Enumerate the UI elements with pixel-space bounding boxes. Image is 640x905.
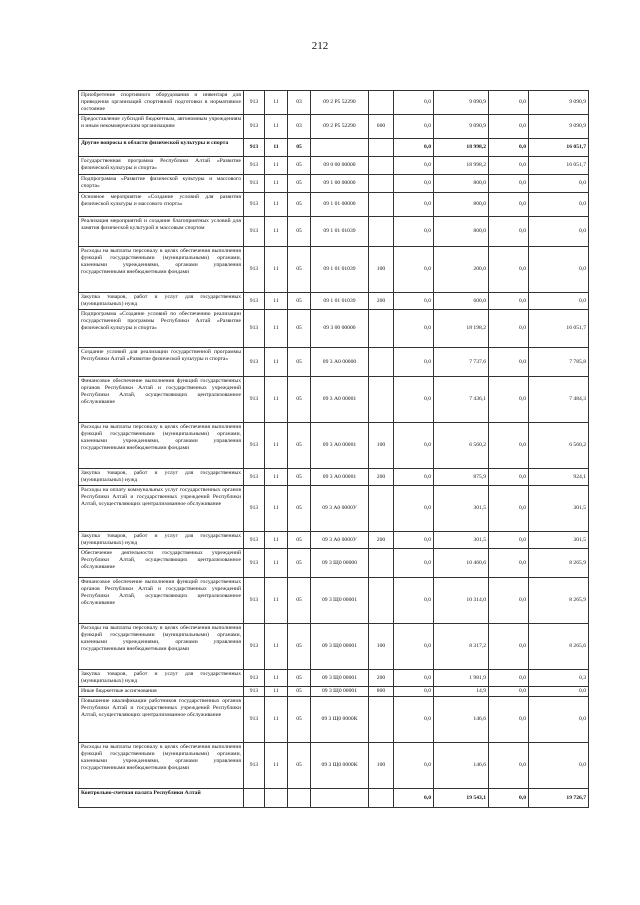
- section-code: 11: [265, 532, 288, 549]
- amount-col-4: 9 090,9: [529, 91, 589, 115]
- section-code: 11: [265, 469, 288, 486]
- section-code: 11: [265, 687, 288, 697]
- amount-col-2: 800,0: [434, 175, 489, 193]
- target-article: 09 3 Щ0 0000К: [311, 743, 369, 789]
- subsection-code: 05: [288, 377, 311, 423]
- amount-col-4: 0,0: [529, 743, 589, 789]
- amount-col-2: 18 998,2: [434, 157, 489, 175]
- table-row: [79, 175, 589, 193]
- target-article: 09 3 А0 0000У: [311, 532, 369, 549]
- table-row: [79, 139, 589, 157]
- section-code: 11: [265, 91, 288, 115]
- amount-col-1: 0,0: [394, 115, 434, 139]
- ministry-code: 913: [244, 115, 265, 139]
- expense-type: [369, 578, 394, 624]
- row-name: Расходы на выплаты персоналу в целях обеспечения выполнения функций государственными (муниципальными) органами, казенными учреждениями, органами управления государственными внебюджетными фондами: [79, 423, 244, 469]
- row-name: Предоставление субсидий бюджетным, автономным учреждениям и иным некоммерческим организациям: [79, 115, 244, 139]
- section-code: 11: [265, 670, 288, 687]
- amount-col-2: 7 436,1: [434, 377, 489, 423]
- row-name: Иные бюджетные ассигнования: [79, 687, 244, 697]
- row-name: Финансовое обеспечение выполнения функций государственных органов Республики Алтай и государственных учреждений Республики Алтай, осуществляющих централизованное обслуживание: [79, 578, 244, 624]
- amount-col-2: 146,6: [434, 743, 489, 789]
- amount-col-1: 0,0: [394, 91, 434, 115]
- amount-col-3: 0,0: [489, 247, 529, 293]
- amount-col-4: 0,0: [529, 193, 589, 217]
- amount-col-4: 7 484,3: [529, 377, 589, 423]
- expense-type: [369, 486, 394, 532]
- row-name: Государственная программа Республики Алтай «Развитие физической культуры и спорта»: [79, 157, 244, 175]
- amount-col-3: 0,0: [489, 348, 529, 377]
- expense-type: 100: [369, 247, 394, 293]
- section-code: 11: [265, 423, 288, 469]
- ministry-code: [244, 789, 265, 808]
- amount-col-2: 146,6: [434, 697, 489, 743]
- amount-col-1: 0,0: [394, 532, 434, 549]
- ministry-code: 913: [244, 549, 265, 578]
- ministry-code: 913: [244, 217, 265, 247]
- amount-col-3: 0,0: [489, 549, 529, 578]
- target-article: 09 2 P5 52290: [311, 91, 369, 115]
- amount-col-3: 0,0: [489, 193, 529, 217]
- amount-col-3: 0,0: [489, 578, 529, 624]
- amount-col-2: 200,0: [434, 247, 489, 293]
- table-row: [79, 293, 589, 310]
- amount-col-2: 10 460,6: [434, 549, 489, 578]
- expense-type: 200: [369, 469, 394, 486]
- section-code: 11: [265, 310, 288, 348]
- ministry-code: 913: [244, 247, 265, 293]
- amount-col-1: 0,0: [394, 310, 434, 348]
- amount-col-1: 0,0: [394, 157, 434, 175]
- target-article: 09 3 А0 0000У: [311, 486, 369, 532]
- amount-col-1: 0,0: [394, 217, 434, 247]
- row-name: Подпрограмма «Создание условий по обеспечению реализации государственной программы Республики Алтай «Развитие физической культуры и спорта»: [79, 310, 244, 348]
- amount-col-3: 0,0: [489, 670, 529, 687]
- subsection-code: 05: [288, 139, 311, 157]
- row-name: Приобретение спортивного оборудования и инвентаря для приведения организаций спортивной подготовки в нормативное состояние: [79, 91, 244, 115]
- table-row: [79, 743, 589, 789]
- subsection-code: 05: [288, 549, 311, 578]
- target-article: 09 3 А0 00001: [311, 377, 369, 423]
- row-name: Расходы на оплату коммунальных услуг государственных органов Республики Алтай и государственных учреждений Республики Алтай, осуществляющих централизованное обслуживание: [79, 486, 244, 532]
- amount-col-3: 0,0: [489, 91, 529, 115]
- expense-type: 100: [369, 743, 394, 789]
- row-name: Расходы на выплаты персоналу в целях обеспечения выполнения функций государственными (муниципальными) органами, казенными учреждениями, органами управления государственными внебюджетными фондами: [79, 247, 244, 293]
- ministry-code: 913: [244, 697, 265, 743]
- amount-col-3: 0,0: [489, 175, 529, 193]
- section-code: 11: [265, 157, 288, 175]
- section-code: 11: [265, 175, 288, 193]
- subsection-code: 05: [288, 157, 311, 175]
- expense-type: [369, 789, 394, 808]
- amount-col-3: 0,0: [489, 624, 529, 670]
- ministry-code: 913: [244, 486, 265, 532]
- section-code: 11: [265, 743, 288, 789]
- amount-col-1: 0,0: [394, 247, 434, 293]
- row-name: Подпрограмма «Развитие физической культуры и массового спорта»: [79, 175, 244, 193]
- amount-col-4: 0,0: [529, 217, 589, 247]
- subsection-code: 05: [288, 348, 311, 377]
- row-name: Закупка товаров, работ и услуг для государственных (муниципальных) нужд: [79, 293, 244, 310]
- table-row: [79, 697, 589, 743]
- expense-type: [369, 348, 394, 377]
- table-row: [79, 91, 589, 115]
- amount-col-4: 16 051,7: [529, 139, 589, 157]
- amount-col-4: 16 051,7: [529, 157, 589, 175]
- table-row: [79, 217, 589, 247]
- target-article: 09 3 А0 00001: [311, 423, 369, 469]
- target-article: [311, 139, 369, 157]
- amount-col-2: 10 314,0: [434, 578, 489, 624]
- amount-col-4: 8 265,6: [529, 624, 589, 670]
- amount-col-2: 600,0: [434, 293, 489, 310]
- target-article: 09 1 01 00000: [311, 193, 369, 217]
- table-row: [79, 423, 589, 469]
- amount-col-2: 18 198,2: [434, 310, 489, 348]
- subsection-code: 05: [288, 293, 311, 310]
- amount-col-1: 0,0: [394, 687, 434, 697]
- target-article: 09 3 00 00000: [311, 310, 369, 348]
- ministry-code: 913: [244, 91, 265, 115]
- expense-type: [369, 157, 394, 175]
- subsection-code: 05: [288, 469, 311, 486]
- subsection-code: 05: [288, 743, 311, 789]
- amount-col-1: 0,0: [394, 549, 434, 578]
- target-article: 09 2 P5 52290: [311, 115, 369, 139]
- amount-col-2: 875,9: [434, 469, 489, 486]
- subsection-code: 05: [288, 486, 311, 532]
- section-code: 11: [265, 115, 288, 139]
- row-name: Создание условий для реализации государственной программы Республики Алтай «Развитие физической культуры и спорта»: [79, 348, 244, 377]
- subsection-code: [288, 789, 311, 808]
- target-article: 09 3 Щ0 00001: [311, 670, 369, 687]
- ministry-code: 913: [244, 743, 265, 789]
- section-code: 11: [265, 193, 288, 217]
- amount-col-2: 301,5: [434, 486, 489, 532]
- subsection-code: 05: [288, 578, 311, 624]
- amount-col-4: 0,0: [529, 293, 589, 310]
- row-name: Другие вопросы в области физической культуры и спорта: [79, 139, 244, 157]
- table-row: [79, 193, 589, 217]
- row-name: Расходы на выплаты персоналу в целях обеспечения выполнения функций государственными (муниципальными) органами, казенными учреждениями, органами управления государственными внебюджетными фондами: [79, 624, 244, 670]
- amount-col-3: 0,0: [489, 697, 529, 743]
- amount-col-1: 0,0: [394, 139, 434, 157]
- target-article: 09 1 01 01039: [311, 247, 369, 293]
- table-row: [79, 687, 589, 697]
- expense-type: [369, 217, 394, 247]
- amount-col-1: 0,0: [394, 486, 434, 532]
- amount-col-2: 6 560,2: [434, 423, 489, 469]
- expense-type: 200: [369, 670, 394, 687]
- expense-type: 600: [369, 115, 394, 139]
- amount-col-2: 9 090,9: [434, 91, 489, 115]
- subsection-code: 05: [288, 532, 311, 549]
- target-article: 09 3 Щ0 00001: [311, 687, 369, 697]
- ministry-code: 913: [244, 670, 265, 687]
- table-row: [79, 624, 589, 670]
- amount-col-3: 0,0: [489, 789, 529, 808]
- table-row: [79, 157, 589, 175]
- amount-col-4: 6 560,2: [529, 423, 589, 469]
- subsection-code: 05: [288, 247, 311, 293]
- amount-col-1: 0,0: [394, 469, 434, 486]
- section-code: 11: [265, 578, 288, 624]
- amount-col-1: 0,0: [394, 293, 434, 310]
- ministry-code: 913: [244, 578, 265, 624]
- amount-col-4: 0,0: [529, 247, 589, 293]
- subsection-code: 05: [288, 423, 311, 469]
- expense-type: [369, 697, 394, 743]
- table-row: [79, 549, 589, 578]
- ministry-code: 913: [244, 175, 265, 193]
- table-row: [79, 115, 589, 139]
- row-name: Закупка товаров, работ и услуг для государственных (муниципальных) нужд: [79, 469, 244, 486]
- target-article: 09 1 01 01039: [311, 217, 369, 247]
- ministry-code: 913: [244, 293, 265, 310]
- target-article: 09 1 00 00000: [311, 175, 369, 193]
- ministry-code: 913: [244, 377, 265, 423]
- budget-table: [78, 90, 589, 808]
- subsection-code: 03: [288, 91, 311, 115]
- amount-col-2: 7 737,6: [434, 348, 489, 377]
- expense-type: [369, 175, 394, 193]
- amount-col-2: 800,0: [434, 217, 489, 247]
- target-article: 09 0 00 00000: [311, 157, 369, 175]
- expense-type: 200: [369, 532, 394, 549]
- row-name: Расходы на выплаты персоналу в целях обеспечения выполнения функций государственными (муниципальными) органами, казенными учреждениями, органами управления государственными внебюджетными фондами: [79, 743, 244, 789]
- row-name: Основное мероприятие «Создание условий для развития физической культуры и массового спорта»: [79, 193, 244, 217]
- amount-col-3: 0,0: [489, 139, 529, 157]
- amount-col-2: 18 998,2: [434, 139, 489, 157]
- ministry-code: 913: [244, 193, 265, 217]
- subsection-code: 05: [288, 310, 311, 348]
- section-code: 11: [265, 549, 288, 578]
- section-code: 11: [265, 377, 288, 423]
- subsection-code: 05: [288, 217, 311, 247]
- ministry-code: 913: [244, 624, 265, 670]
- amount-col-4: 8 265,9: [529, 549, 589, 578]
- row-name: Закупка товаров, работ и услуг для государственных (муниципальных) нужд: [79, 670, 244, 687]
- ministry-code: 913: [244, 469, 265, 486]
- expense-type: [369, 139, 394, 157]
- section-code: 11: [265, 486, 288, 532]
- amount-col-3: 0,0: [489, 743, 529, 789]
- amount-col-1: 0,0: [394, 697, 434, 743]
- ministry-code: 913: [244, 310, 265, 348]
- table-row: [79, 532, 589, 549]
- expense-type: 100: [369, 624, 394, 670]
- subsection-code: 05: [288, 193, 311, 217]
- amount-col-3: 0,0: [489, 469, 529, 486]
- section-code: 11: [265, 247, 288, 293]
- section-code: 11: [265, 624, 288, 670]
- section-code: 11: [265, 217, 288, 247]
- amount-col-4: 7 785,8: [529, 348, 589, 377]
- target-article: 09 1 01 01039: [311, 293, 369, 310]
- table-row: [79, 789, 589, 808]
- expense-type: 200: [369, 293, 394, 310]
- amount-col-1: 0,0: [394, 624, 434, 670]
- ministry-code: 913: [244, 139, 265, 157]
- amount-col-3: 0,0: [489, 532, 529, 549]
- expense-type: [369, 549, 394, 578]
- amount-col-1: 0,0: [394, 789, 434, 808]
- amount-col-3: 0,0: [489, 486, 529, 532]
- amount-col-3: 0,0: [489, 157, 529, 175]
- amount-col-4: 0,0: [529, 697, 589, 743]
- target-article: 09 3 Щ0 00001: [311, 578, 369, 624]
- amount-col-3: 0,0: [489, 423, 529, 469]
- ministry-code: 913: [244, 348, 265, 377]
- target-article: 09 3 Щ0 00001: [311, 624, 369, 670]
- ministry-code: 913: [244, 532, 265, 549]
- subsection-code: 05: [288, 624, 311, 670]
- section-code: 11: [265, 293, 288, 310]
- amount-col-1: 0,0: [394, 670, 434, 687]
- table-row: [79, 578, 589, 624]
- expense-type: 800: [369, 687, 394, 697]
- amount-col-3: 0,0: [489, 310, 529, 348]
- table-row: [79, 486, 589, 532]
- amount-col-4: 0,0: [529, 175, 589, 193]
- table-row: [79, 670, 589, 687]
- amount-col-2: 9 090,9: [434, 115, 489, 139]
- amount-col-2: 8 317,2: [434, 624, 489, 670]
- amount-col-1: 0,0: [394, 348, 434, 377]
- amount-col-4: 9 090,9: [529, 115, 589, 139]
- amount-col-1: 0,0: [394, 423, 434, 469]
- amount-col-4: 301,5: [529, 486, 589, 532]
- amount-col-4: 0,3: [529, 670, 589, 687]
- ministry-code: 913: [244, 157, 265, 175]
- expense-type: [369, 310, 394, 348]
- target-article: 09 3 А0 00001: [311, 469, 369, 486]
- amount-col-1: 0,0: [394, 193, 434, 217]
- section-code: 11: [265, 697, 288, 743]
- row-name: Реализация мероприятий и создание благоприятных условий для занятия физической культурой и массовым спортом: [79, 217, 244, 247]
- amount-col-4: 16 051,7: [529, 310, 589, 348]
- subsection-code: 05: [288, 670, 311, 687]
- target-article: [311, 789, 369, 808]
- amount-col-1: 0,0: [394, 743, 434, 789]
- section-code: 11: [265, 348, 288, 377]
- amount-col-4: 19 726,7: [529, 789, 589, 808]
- ministry-code: 913: [244, 687, 265, 697]
- amount-col-4: 0,0: [529, 687, 589, 697]
- amount-col-3: 0,0: [489, 687, 529, 697]
- table-row: [79, 310, 589, 348]
- table-row: [79, 377, 589, 423]
- subsection-code: 05: [288, 687, 311, 697]
- amount-col-3: 0,0: [489, 217, 529, 247]
- subsection-code: 05: [288, 697, 311, 743]
- amount-col-2: 1 981,9: [434, 670, 489, 687]
- expense-type: [369, 193, 394, 217]
- page-number: 212: [311, 40, 329, 52]
- amount-col-3: 0,0: [489, 115, 529, 139]
- table-row: [79, 469, 589, 486]
- amount-col-2: 301,5: [434, 532, 489, 549]
- target-article: 09 3 А0 00000: [311, 348, 369, 377]
- expense-type: 100: [369, 423, 394, 469]
- row-name: Повышение квалификации работников государственных органов Республики Алтай и государственных учреждений Республики Алтай, осуществляющих централизованное обслуживание: [79, 697, 244, 743]
- amount-col-1: 0,0: [394, 578, 434, 624]
- target-article: 09 3 Щ0 0000К: [311, 697, 369, 743]
- amount-col-3: 0,0: [489, 293, 529, 310]
- row-name: Контрольно-счетная палата Республики Алтай: [79, 789, 244, 808]
- amount-col-4: 8 265,9: [529, 578, 589, 624]
- amount-col-1: 0,0: [394, 377, 434, 423]
- ministry-code: 913: [244, 423, 265, 469]
- table-row: [79, 348, 589, 377]
- section-code: 11: [265, 139, 288, 157]
- row-name: Обеспечение деятельности государственных учреждений Республики Алтай, осуществляющих централизованное обслуживание: [79, 549, 244, 578]
- section-code: [265, 789, 288, 808]
- target-article: 09 3 Щ0 00000: [311, 549, 369, 578]
- amount-col-2: 14,9: [434, 687, 489, 697]
- expense-type: [369, 377, 394, 423]
- row-name: Финансовое обеспечение выполнения функций государственных органов Республики Алтай и государственных учреждений Республики Алтай, осуществляющих централизованное обслуживание: [79, 377, 244, 423]
- amount-col-3: 0,0: [489, 377, 529, 423]
- amount-col-4: 301,5: [529, 532, 589, 549]
- amount-col-2: 800,0: [434, 193, 489, 217]
- expense-type: [369, 91, 394, 115]
- subsection-code: 03: [288, 115, 311, 139]
- table-row: [79, 247, 589, 293]
- amount-col-1: 0,0: [394, 175, 434, 193]
- row-name: Закупка товаров, работ и услуг для государственных (муниципальных) нужд: [79, 532, 244, 549]
- amount-col-2: 19 543,1: [434, 789, 489, 808]
- subsection-code: 05: [288, 175, 311, 193]
- amount-col-4: 924,1: [529, 469, 589, 486]
